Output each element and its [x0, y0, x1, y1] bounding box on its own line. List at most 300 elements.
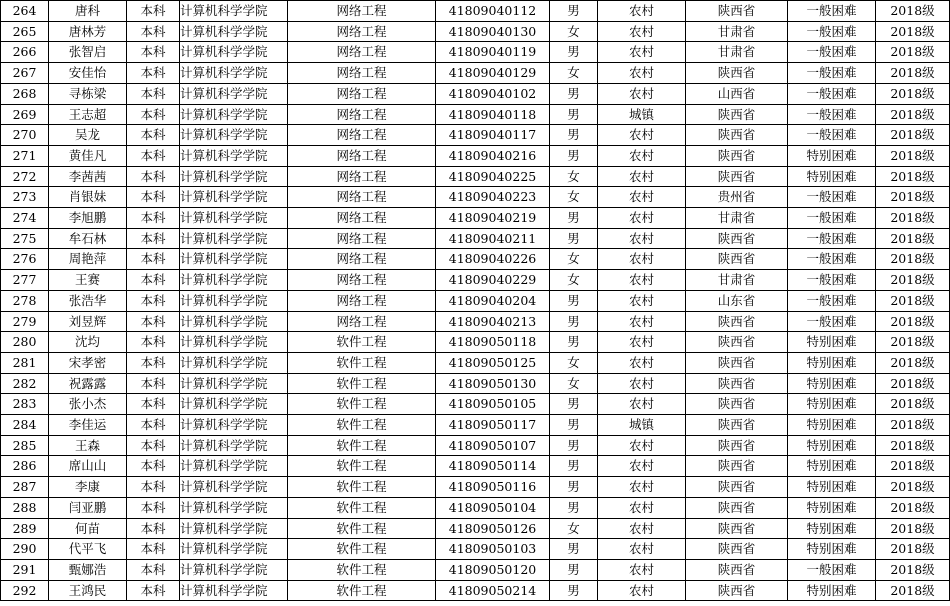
- row-number-cell: 292: [1, 580, 49, 601]
- college-cell: 计算机科学学院: [180, 125, 288, 146]
- row-number-cell: 270: [1, 125, 49, 146]
- difficulty-level-cell: 一般困难: [788, 290, 876, 311]
- gender-cell: 女: [550, 352, 598, 373]
- major-cell: 网络工程: [288, 208, 436, 229]
- student-id-cell: 41809040112: [436, 1, 550, 22]
- student-name-cell: 沈均: [49, 332, 127, 353]
- major-cell: 软件工程: [288, 539, 436, 560]
- gender-cell: 男: [550, 477, 598, 498]
- education-level-cell: 本科: [127, 559, 180, 580]
- residence-cell: 农村: [598, 539, 686, 560]
- college-cell: 计算机科学学院: [180, 352, 288, 373]
- grade-cell: 2018级: [876, 311, 950, 332]
- student-name-cell: 李佳运: [49, 415, 127, 436]
- gender-cell: 男: [550, 1, 598, 22]
- province-cell: 甘肃省: [686, 208, 788, 229]
- residence-cell: 农村: [598, 394, 686, 415]
- education-level-cell: 本科: [127, 311, 180, 332]
- major-cell: 网络工程: [288, 249, 436, 270]
- residence-cell: 农村: [598, 208, 686, 229]
- student-name-cell: 寻栋梁: [49, 83, 127, 104]
- grade-cell: 2018级: [876, 187, 950, 208]
- gender-cell: 男: [550, 497, 598, 518]
- table-row: [1, 125, 950, 146]
- student-id-cell: 41809040129: [436, 63, 550, 84]
- education-level-cell: 本科: [127, 332, 180, 353]
- education-level-cell: 本科: [127, 580, 180, 601]
- table-row: [1, 373, 950, 394]
- grade-cell: 2018级: [876, 145, 950, 166]
- education-level-cell: 本科: [127, 125, 180, 146]
- education-level-cell: 本科: [127, 1, 180, 22]
- difficulty-level-cell: 一般困难: [788, 311, 876, 332]
- student-name-cell: 祝露露: [49, 373, 127, 394]
- row-number-cell: 282: [1, 373, 49, 394]
- gender-cell: 男: [550, 311, 598, 332]
- table-row: [1, 228, 950, 249]
- residence-cell: 农村: [598, 83, 686, 104]
- education-level-cell: 本科: [127, 104, 180, 125]
- student-name-cell: 唐科: [49, 1, 127, 22]
- grade-cell: 2018级: [876, 104, 950, 125]
- major-cell: 网络工程: [288, 125, 436, 146]
- row-number-cell: 264: [1, 1, 49, 22]
- major-cell: 网络工程: [288, 228, 436, 249]
- table-row: [1, 311, 950, 332]
- residence-cell: 农村: [598, 311, 686, 332]
- difficulty-level-cell: 特别困难: [788, 145, 876, 166]
- difficulty-level-cell: 特别困难: [788, 415, 876, 436]
- student-name-cell: 代平飞: [49, 539, 127, 560]
- college-cell: 计算机科学学院: [180, 21, 288, 42]
- college-cell: 计算机科学学院: [180, 63, 288, 84]
- table-row: [1, 477, 950, 498]
- province-cell: 陕西省: [686, 518, 788, 539]
- education-level-cell: 本科: [127, 166, 180, 187]
- table-row: [1, 435, 950, 456]
- residence-cell: 农村: [598, 497, 686, 518]
- student-name-cell: 刘昱辉: [49, 311, 127, 332]
- education-level-cell: 本科: [127, 21, 180, 42]
- student-id-cell: 41809050103: [436, 539, 550, 560]
- residence-cell: 农村: [598, 290, 686, 311]
- education-level-cell: 本科: [127, 518, 180, 539]
- major-cell: 网络工程: [288, 63, 436, 84]
- major-cell: 软件工程: [288, 456, 436, 477]
- gender-cell: 男: [550, 228, 598, 249]
- difficulty-level-cell: 一般困难: [788, 228, 876, 249]
- grade-cell: 2018级: [876, 208, 950, 229]
- residence-cell: 农村: [598, 63, 686, 84]
- student-name-cell: 张浩华: [49, 290, 127, 311]
- table-row: [1, 104, 950, 125]
- student-id-cell: 41809040229: [436, 270, 550, 291]
- row-number-cell: 274: [1, 208, 49, 229]
- education-level-cell: 本科: [127, 477, 180, 498]
- gender-cell: 女: [550, 21, 598, 42]
- province-cell: 陕西省: [686, 580, 788, 601]
- province-cell: 陕西省: [686, 497, 788, 518]
- student-name-cell: 吴龙: [49, 125, 127, 146]
- student-id-cell: 41809040118: [436, 104, 550, 125]
- education-level-cell: 本科: [127, 83, 180, 104]
- gender-cell: 男: [550, 145, 598, 166]
- major-cell: 网络工程: [288, 187, 436, 208]
- table-row: [1, 63, 950, 84]
- grade-cell: 2018级: [876, 539, 950, 560]
- residence-cell: 农村: [598, 21, 686, 42]
- row-number-cell: 272: [1, 166, 49, 187]
- education-level-cell: 本科: [127, 249, 180, 270]
- student-id-cell: 41809040226: [436, 249, 550, 270]
- row-number-cell: 273: [1, 187, 49, 208]
- table-row: [1, 270, 950, 291]
- student-name-cell: 李茜茜: [49, 166, 127, 187]
- college-cell: 计算机科学学院: [180, 145, 288, 166]
- student-id-cell: 41809050126: [436, 518, 550, 539]
- college-cell: 计算机科学学院: [180, 270, 288, 291]
- college-cell: 计算机科学学院: [180, 456, 288, 477]
- row-number-cell: 276: [1, 249, 49, 270]
- gender-cell: 男: [550, 42, 598, 63]
- student-id-cell: 41809040102: [436, 83, 550, 104]
- province-cell: 陕西省: [686, 332, 788, 353]
- difficulty-level-cell: 特别困难: [788, 373, 876, 394]
- gender-cell: 男: [550, 104, 598, 125]
- grade-cell: 2018级: [876, 559, 950, 580]
- difficulty-level-cell: 一般困难: [788, 104, 876, 125]
- grade-cell: 2018级: [876, 373, 950, 394]
- province-cell: 陕西省: [686, 373, 788, 394]
- province-cell: 甘肃省: [686, 270, 788, 291]
- student-name-cell: 甄娜浩: [49, 559, 127, 580]
- student-name-cell: 李康: [49, 477, 127, 498]
- table-row: [1, 166, 950, 187]
- difficulty-level-cell: 特别困难: [788, 435, 876, 456]
- grade-cell: 2018级: [876, 125, 950, 146]
- grade-cell: 2018级: [876, 477, 950, 498]
- student-id-cell: 41809050118: [436, 332, 550, 353]
- major-cell: 网络工程: [288, 166, 436, 187]
- major-cell: 软件工程: [288, 559, 436, 580]
- student-id-cell: 41809040219: [436, 208, 550, 229]
- major-cell: 软件工程: [288, 497, 436, 518]
- major-cell: 软件工程: [288, 435, 436, 456]
- gender-cell: 女: [550, 518, 598, 539]
- grade-cell: 2018级: [876, 21, 950, 42]
- student-name-cell: 闫亚鹏: [49, 497, 127, 518]
- gender-cell: 男: [550, 435, 598, 456]
- residence-cell: 农村: [598, 456, 686, 477]
- student-id-cell: 41809040223: [436, 187, 550, 208]
- college-cell: 计算机科学学院: [180, 42, 288, 63]
- student-name-cell: 王森: [49, 435, 127, 456]
- student-name-cell: 唐林芳: [49, 21, 127, 42]
- grade-cell: 2018级: [876, 249, 950, 270]
- student-name-cell: 李旭鹏: [49, 208, 127, 229]
- student-id-cell: 41809040216: [436, 145, 550, 166]
- residence-cell: 农村: [598, 1, 686, 22]
- grade-cell: 2018级: [876, 270, 950, 291]
- student-id-cell: 41809040211: [436, 228, 550, 249]
- major-cell: 软件工程: [288, 580, 436, 601]
- province-cell: 山东省: [686, 290, 788, 311]
- row-number-cell: 281: [1, 352, 49, 373]
- row-number-cell: 275: [1, 228, 49, 249]
- education-level-cell: 本科: [127, 145, 180, 166]
- college-cell: 计算机科学学院: [180, 394, 288, 415]
- student-id-cell: 41809040119: [436, 42, 550, 63]
- student-name-cell: 宋孝密: [49, 352, 127, 373]
- student-id-cell: 41809050125: [436, 352, 550, 373]
- college-cell: 计算机科学学院: [180, 580, 288, 601]
- difficulty-level-cell: 一般困难: [788, 83, 876, 104]
- table-row: [1, 456, 950, 477]
- student-name-cell: 张智启: [49, 42, 127, 63]
- table-row: [1, 208, 950, 229]
- education-level-cell: 本科: [127, 373, 180, 394]
- table-row: [1, 290, 950, 311]
- residence-cell: 农村: [598, 559, 686, 580]
- difficulty-level-cell: 特别困难: [788, 166, 876, 187]
- major-cell: 网络工程: [288, 270, 436, 291]
- row-number-cell: 291: [1, 559, 49, 580]
- gender-cell: 女: [550, 373, 598, 394]
- province-cell: 陕西省: [686, 311, 788, 332]
- residence-cell: 城镇: [598, 104, 686, 125]
- major-cell: 网络工程: [288, 311, 436, 332]
- row-number-cell: 285: [1, 435, 49, 456]
- gender-cell: 女: [550, 249, 598, 270]
- row-number-cell: 290: [1, 539, 49, 560]
- difficulty-level-cell: 一般困难: [788, 249, 876, 270]
- row-number-cell: 284: [1, 415, 49, 436]
- province-cell: 陕西省: [686, 1, 788, 22]
- education-level-cell: 本科: [127, 270, 180, 291]
- education-level-cell: 本科: [127, 539, 180, 560]
- student-id-cell: 41809050116: [436, 477, 550, 498]
- gender-cell: 男: [550, 456, 598, 477]
- province-cell: 陕西省: [686, 63, 788, 84]
- grade-cell: 2018级: [876, 394, 950, 415]
- major-cell: 软件工程: [288, 477, 436, 498]
- residence-cell: 农村: [598, 270, 686, 291]
- student-id-cell: 41809050117: [436, 415, 550, 436]
- college-cell: 计算机科学学院: [180, 104, 288, 125]
- province-cell: 陕西省: [686, 456, 788, 477]
- student-id-cell: 41809050104: [436, 497, 550, 518]
- grade-cell: 2018级: [876, 352, 950, 373]
- province-cell: 陕西省: [686, 145, 788, 166]
- table-row: [1, 415, 950, 436]
- residence-cell: 农村: [598, 145, 686, 166]
- difficulty-level-cell: 一般困难: [788, 1, 876, 22]
- residence-cell: 农村: [598, 477, 686, 498]
- row-number-cell: 283: [1, 394, 49, 415]
- difficulty-level-cell: 一般困难: [788, 208, 876, 229]
- grade-cell: 2018级: [876, 435, 950, 456]
- student-id-cell: 41809050120: [436, 559, 550, 580]
- education-level-cell: 本科: [127, 208, 180, 229]
- major-cell: 网络工程: [288, 83, 436, 104]
- student-id-cell: 41809050114: [436, 456, 550, 477]
- gender-cell: 男: [550, 125, 598, 146]
- province-cell: 陕西省: [686, 539, 788, 560]
- row-number-cell: 280: [1, 332, 49, 353]
- difficulty-level-cell: 特别困难: [788, 539, 876, 560]
- student-id-cell: 41809040213: [436, 311, 550, 332]
- grade-cell: 2018级: [876, 42, 950, 63]
- gender-cell: 女: [550, 187, 598, 208]
- province-cell: 陕西省: [686, 415, 788, 436]
- residence-cell: 农村: [598, 435, 686, 456]
- education-level-cell: 本科: [127, 42, 180, 63]
- gender-cell: 男: [550, 580, 598, 601]
- gender-cell: 男: [550, 539, 598, 560]
- grade-cell: 2018级: [876, 228, 950, 249]
- province-cell: 陕西省: [686, 352, 788, 373]
- grade-cell: 2018级: [876, 497, 950, 518]
- gender-cell: 男: [550, 332, 598, 353]
- province-cell: 陕西省: [686, 435, 788, 456]
- difficulty-level-cell: 特别困难: [788, 352, 876, 373]
- residence-cell: 农村: [598, 352, 686, 373]
- education-level-cell: 本科: [127, 456, 180, 477]
- student-name-cell: 王赛: [49, 270, 127, 291]
- difficulty-level-cell: 特别困难: [788, 497, 876, 518]
- table-row: [1, 394, 950, 415]
- row-number-cell: 269: [1, 104, 49, 125]
- province-cell: 山西省: [686, 83, 788, 104]
- gender-cell: 女: [550, 166, 598, 187]
- student-name-cell: 王鸿民: [49, 580, 127, 601]
- residence-cell: 城镇: [598, 415, 686, 436]
- student-id-cell: 41809050214: [436, 580, 550, 601]
- major-cell: 网络工程: [288, 1, 436, 22]
- difficulty-level-cell: 特别困难: [788, 477, 876, 498]
- province-cell: 贵州省: [686, 187, 788, 208]
- college-cell: 计算机科学学院: [180, 166, 288, 187]
- college-cell: 计算机科学学院: [180, 415, 288, 436]
- gender-cell: 男: [550, 394, 598, 415]
- education-level-cell: 本科: [127, 415, 180, 436]
- difficulty-level-cell: 一般困难: [788, 125, 876, 146]
- major-cell: 软件工程: [288, 332, 436, 353]
- province-cell: 陕西省: [686, 249, 788, 270]
- college-cell: 计算机科学学院: [180, 518, 288, 539]
- table-row: [1, 249, 950, 270]
- table-row: [1, 83, 950, 104]
- college-cell: 计算机科学学院: [180, 435, 288, 456]
- difficulty-level-cell: 特别困难: [788, 580, 876, 601]
- college-cell: 计算机科学学院: [180, 187, 288, 208]
- province-cell: 陕西省: [686, 104, 788, 125]
- college-cell: 计算机科学学院: [180, 83, 288, 104]
- difficulty-level-cell: 特别困难: [788, 394, 876, 415]
- student-id-cell: 41809040204: [436, 290, 550, 311]
- residence-cell: 农村: [598, 373, 686, 394]
- college-cell: 计算机科学学院: [180, 559, 288, 580]
- student-id-cell: 41809050130: [436, 373, 550, 394]
- education-level-cell: 本科: [127, 435, 180, 456]
- residence-cell: 农村: [598, 249, 686, 270]
- province-cell: 陕西省: [686, 228, 788, 249]
- student-id-cell: 41809050105: [436, 394, 550, 415]
- college-cell: 计算机科学学院: [180, 290, 288, 311]
- grade-cell: 2018级: [876, 290, 950, 311]
- row-number-cell: 268: [1, 83, 49, 104]
- row-number-cell: 278: [1, 290, 49, 311]
- grade-cell: 2018级: [876, 166, 950, 187]
- gender-cell: 女: [550, 270, 598, 291]
- major-cell: 网络工程: [288, 145, 436, 166]
- student-name-cell: 肖银妹: [49, 187, 127, 208]
- difficulty-level-cell: 一般困难: [788, 559, 876, 580]
- college-cell: 计算机科学学院: [180, 477, 288, 498]
- province-cell: 陕西省: [686, 394, 788, 415]
- difficulty-level-cell: 特别困难: [788, 332, 876, 353]
- college-cell: 计算机科学学院: [180, 228, 288, 249]
- grade-cell: 2018级: [876, 1, 950, 22]
- table-row: [1, 145, 950, 166]
- residence-cell: 农村: [598, 580, 686, 601]
- table-row: [1, 539, 950, 560]
- student-name-cell: 何苗: [49, 518, 127, 539]
- table-row: [1, 187, 950, 208]
- student-name-cell: 席山山: [49, 456, 127, 477]
- major-cell: 软件工程: [288, 518, 436, 539]
- row-number-cell: 265: [1, 21, 49, 42]
- college-cell: 计算机科学学院: [180, 249, 288, 270]
- college-cell: 计算机科学学院: [180, 373, 288, 394]
- student-name-cell: 张小杰: [49, 394, 127, 415]
- education-level-cell: 本科: [127, 228, 180, 249]
- residence-cell: 农村: [598, 125, 686, 146]
- province-cell: 陕西省: [686, 125, 788, 146]
- residence-cell: 农村: [598, 332, 686, 353]
- student-name-cell: 安佳怡: [49, 63, 127, 84]
- row-number-cell: 271: [1, 145, 49, 166]
- residence-cell: 农村: [598, 187, 686, 208]
- table-row: [1, 497, 950, 518]
- difficulty-level-cell: 一般困难: [788, 42, 876, 63]
- difficulty-level-cell: 一般困难: [788, 63, 876, 84]
- major-cell: 网络工程: [288, 42, 436, 63]
- difficulty-level-cell: 一般困难: [788, 270, 876, 291]
- education-level-cell: 本科: [127, 63, 180, 84]
- grade-cell: 2018级: [876, 518, 950, 539]
- row-number-cell: 288: [1, 497, 49, 518]
- major-cell: 网络工程: [288, 104, 436, 125]
- education-level-cell: 本科: [127, 394, 180, 415]
- row-number-cell: 289: [1, 518, 49, 539]
- table-body: [1, 1, 950, 601]
- row-number-cell: 267: [1, 63, 49, 84]
- college-cell: 计算机科学学院: [180, 208, 288, 229]
- student-name-cell: 周艳萍: [49, 249, 127, 270]
- major-cell: 软件工程: [288, 394, 436, 415]
- major-cell: 软件工程: [288, 373, 436, 394]
- table-row: [1, 518, 950, 539]
- gender-cell: 男: [550, 559, 598, 580]
- major-cell: 软件工程: [288, 415, 436, 436]
- grade-cell: 2018级: [876, 456, 950, 477]
- education-level-cell: 本科: [127, 352, 180, 373]
- difficulty-level-cell: 一般困难: [788, 187, 876, 208]
- province-cell: 甘肃省: [686, 21, 788, 42]
- education-level-cell: 本科: [127, 290, 180, 311]
- table-row: [1, 352, 950, 373]
